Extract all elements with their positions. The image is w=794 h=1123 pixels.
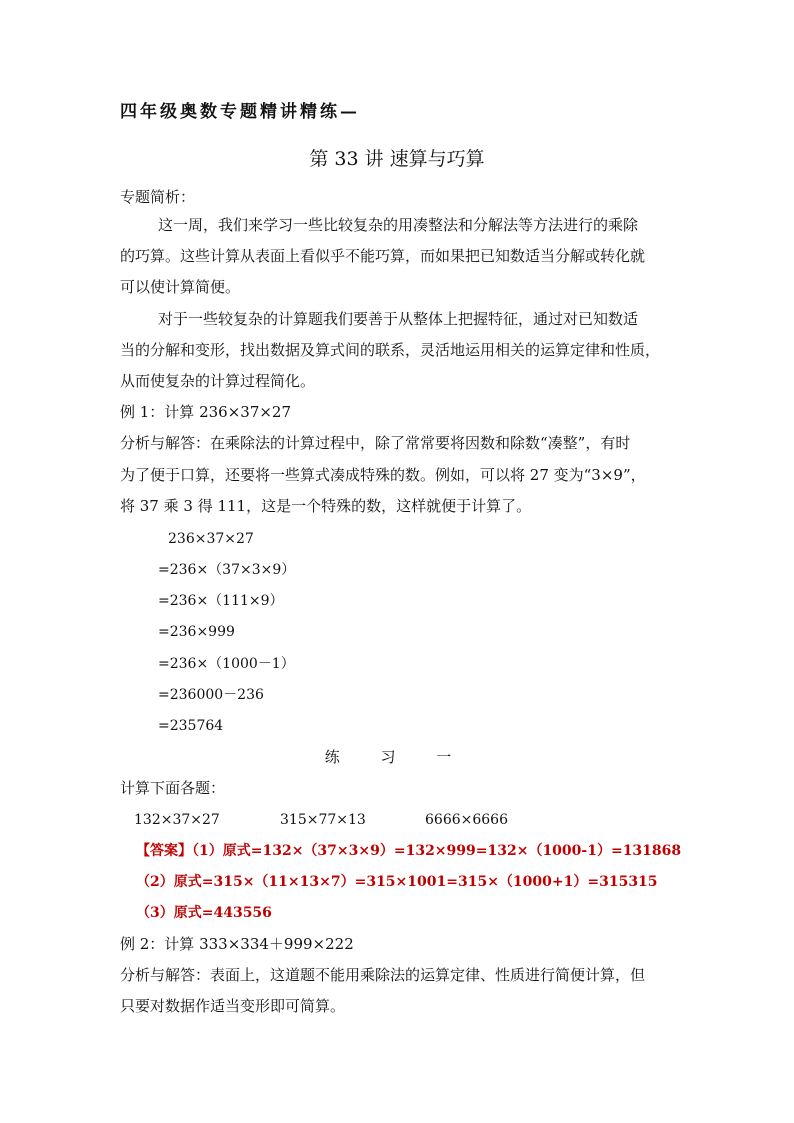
exercise-1-title: 练 习 一: [324, 748, 470, 766]
example-2-analysis-line-2: 只要对数据作适当变形即可简算。: [120, 997, 346, 1015]
answer-line-2: （2）原式=315×（11×13×7）=315×1001=315×（1000+1）=315315: [136, 874, 658, 890]
example-1-title: 例 1：计算 236×37×27: [120, 403, 292, 421]
intro-paragraph-2-line-2: 当的分解和变形，找出数据及算式间的联系，灵活地运用相关的运算定律和性质，: [120, 341, 661, 359]
intro-paragraph-2-line-3: 从而使复杂的计算过程简化。: [120, 372, 316, 390]
example-2-analysis-line-1: 分析与解答：表面上，这道题不能用乘除法的运算定律、性质进行简便计算，但: [120, 966, 646, 984]
example-2-title: 例 2：计算 333×334＋999×222: [120, 935, 354, 953]
example-1-analysis-line-2: 为了便于口算，还要将一些算式凑成特殊的数。例如，可以将 27 变为“3×9”，: [120, 466, 646, 484]
lecture-title: 第 33 讲 速算与巧算: [309, 148, 485, 170]
calc-step-1: 236×37×27: [168, 531, 254, 547]
exercise-1-instruction: 计算下面各题：: [120, 779, 226, 797]
exercise-problem-2: 315×77×13: [280, 812, 366, 828]
analysis-heading: 专题简析：: [120, 188, 196, 206]
exercise-problem-1: 132×37×27: [134, 812, 220, 828]
intro-paragraph-1-line-3: 可以使计算简便。: [120, 278, 241, 296]
calc-step-6: =236000－236: [158, 687, 264, 703]
example-1-analysis-line-3: 将 37 乘 3 得 111，这是一个特殊的数，这样就便于计算了。: [120, 497, 532, 515]
calc-step-4: =236×999: [158, 624, 235, 640]
intro-paragraph-2-line-1: 对于一些较复杂的计算题我们要善于从整体上把握特征，通过对已知数适: [158, 310, 639, 328]
intro-paragraph-1-line-1: 这一周，我们来学习一些比较复杂的用凑整法和分解法等方法进行的乘除: [158, 216, 639, 234]
example-1-analysis-line-1: 分析与解答：在乘除法的计算过程中，除了常常要将因数和除数“凑整”，有时: [120, 434, 631, 452]
calc-step-3: =236×（111×9）: [158, 593, 284, 609]
calc-step-7: =235764: [158, 718, 224, 734]
calc-step-2: =236×（37×3×9）: [158, 562, 296, 578]
calc-step-5: =236×（1000－1）: [158, 656, 295, 672]
intro-paragraph-1-line-2: 的巧算。这些计算从表面上看似乎不能巧算，而如果把已知数适当分解或转化就: [120, 247, 646, 265]
answer-line-3: （3）原式=443556: [136, 905, 272, 921]
series-title: 四年级奥数专题精讲精练—: [120, 102, 360, 122]
exercise-problem-3: 6666×6666: [425, 812, 508, 828]
answer-line-1: 【答案】（1）原式=132×（37×3×9）=132×999=132×（1000-1）=131868: [136, 843, 682, 859]
